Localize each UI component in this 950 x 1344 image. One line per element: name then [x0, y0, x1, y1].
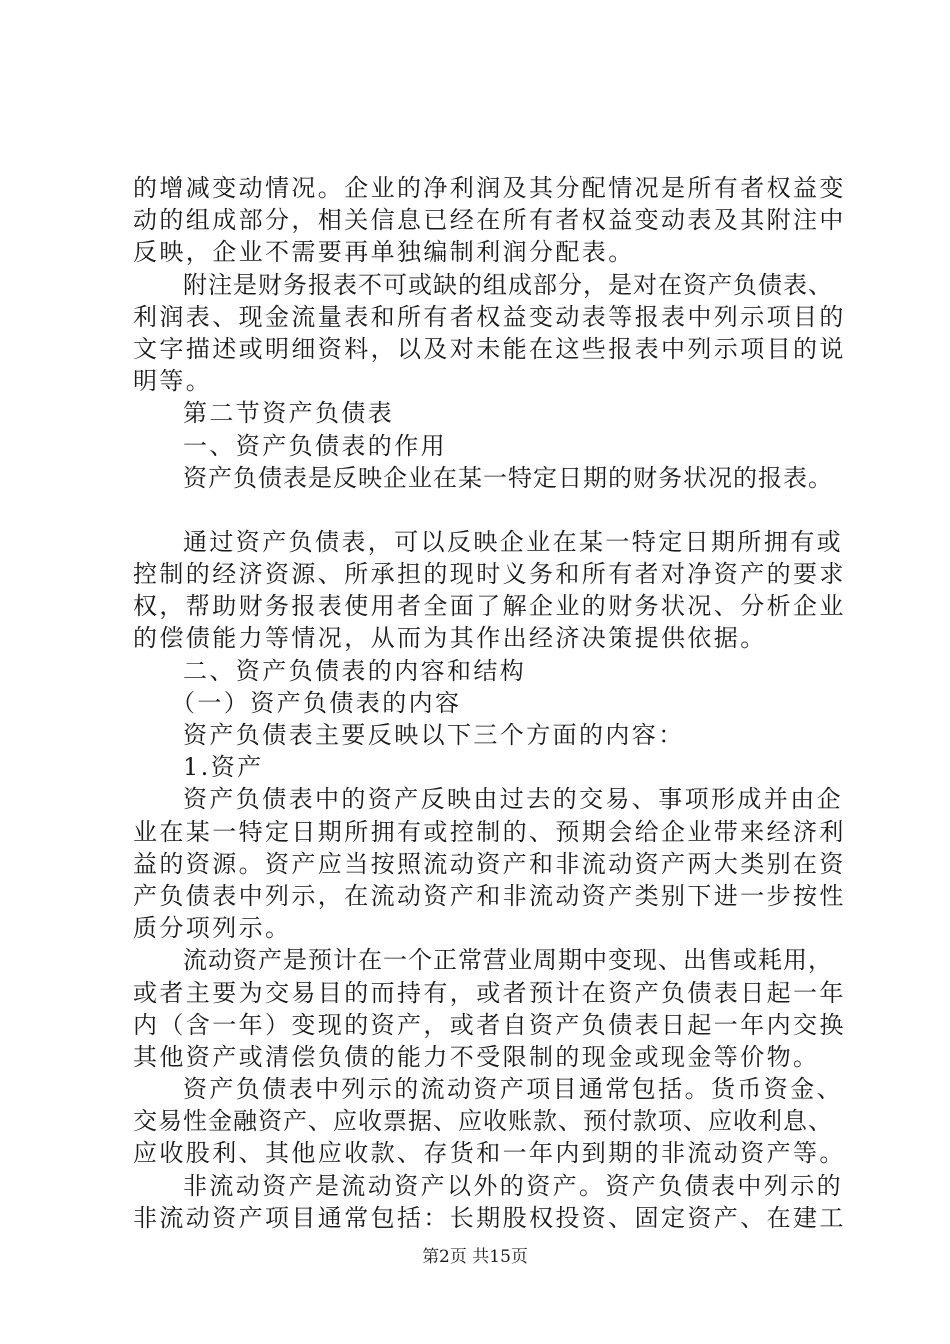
subsection-heading: （一）资产负债表的内容	[171, 688, 462, 717]
text-line: 反映，企业不需要再单独编制利润分配表。	[133, 238, 635, 267]
text-line: 益的资源。资产应当按照流动资产和非流动资产两大类别在资	[133, 849, 846, 878]
paragraph-gap	[133, 494, 833, 526]
section-heading: 第二节资产负债表	[183, 399, 395, 428]
text-line: 的偿债能力等情况，从而为其作出经济决策提供依据。	[133, 624, 767, 653]
text-line: 非流动资产是流动资产以外的资产。资产负债表中列示的	[183, 1171, 843, 1200]
text-line: 产负债表中列示，在流动资产和非流动资产类别下进一步按性	[133, 881, 846, 910]
text-line: 业在某一特定日期所拥有或控制的、预期会给企业带来经济利	[133, 817, 846, 846]
text-line: 内（含一年）变现的资产，或者自资产负债表日起一年内交换	[133, 1010, 846, 1039]
text-line: 文字描述或明细资料，以及对未能在这些报表中列示项目的说	[133, 334, 846, 363]
text-line: 资产负债表中的资产反映由过去的交易、事项形成并由企	[183, 785, 843, 814]
text-line: 资产负债表是反映企业在某一特定日期的财务状况的报表。	[183, 463, 833, 492]
text-line: 控制的经济资源、所承担的现时义务和所有者对净资产的要求	[133, 560, 846, 589]
text-line: 权，帮助财务报表使用者全面了解企业的财务状况、分析企业	[133, 592, 846, 621]
page-number-footer: 第2页 共15页	[422, 1247, 528, 1267]
text-line: 资产负债表中列示的流动资产项目通常包括。货币资金、	[183, 1075, 843, 1104]
text-line: 动的组成部分，相关信息已经在所有者权益变动表及其附注中	[133, 206, 846, 235]
text-line: 利润表、现金流量表和所有者权益变动表等报表中列示项目的	[133, 302, 846, 331]
text-line: 或者主要为交易目的而持有，或者预计在资产负债表日起一年	[133, 978, 846, 1007]
text-line: 质分项列示。	[133, 914, 292, 943]
text-line: 附注是财务报表不可或缺的组成部分，是对在资产负债表、	[183, 270, 833, 299]
text-line: 资产负债表主要反映以下三个方面的内容：	[183, 721, 685, 749]
text-line: 交易性金融资产、应收票据、应收账款、预付款项、应收利息、	[133, 1107, 833, 1136]
text-line: 应收股利、其他应收款、存货和一年内到期的非流动资产等。	[133, 1139, 846, 1168]
text-line: 非流动资产项目通常包括：长期股权投资、固定资产、在建工	[133, 1203, 846, 1232]
text-line: 的增减变动情况。企业的净利润及其分配情况是所有者权益变	[133, 174, 846, 202]
document-body	[133, 172, 846, 1234]
text-line: 其他资产或清偿负债的能力不受限制的现金或现金等价物。	[133, 1042, 820, 1071]
text-line: 流动资产是预计在一个正常营业周期中变现、出售或耗用，	[183, 946, 833, 975]
subsection-heading: 一、资产负债表的作用	[183, 431, 447, 460]
text-line: 明等。	[133, 367, 213, 396]
list-heading: 1.资产	[183, 753, 264, 782]
subsection-heading: 二、资产负债表的内容和结构	[183, 656, 527, 685]
text-line: 通过资产负债表，可以反映企业在某一特定日期所拥有或	[183, 527, 843, 556]
